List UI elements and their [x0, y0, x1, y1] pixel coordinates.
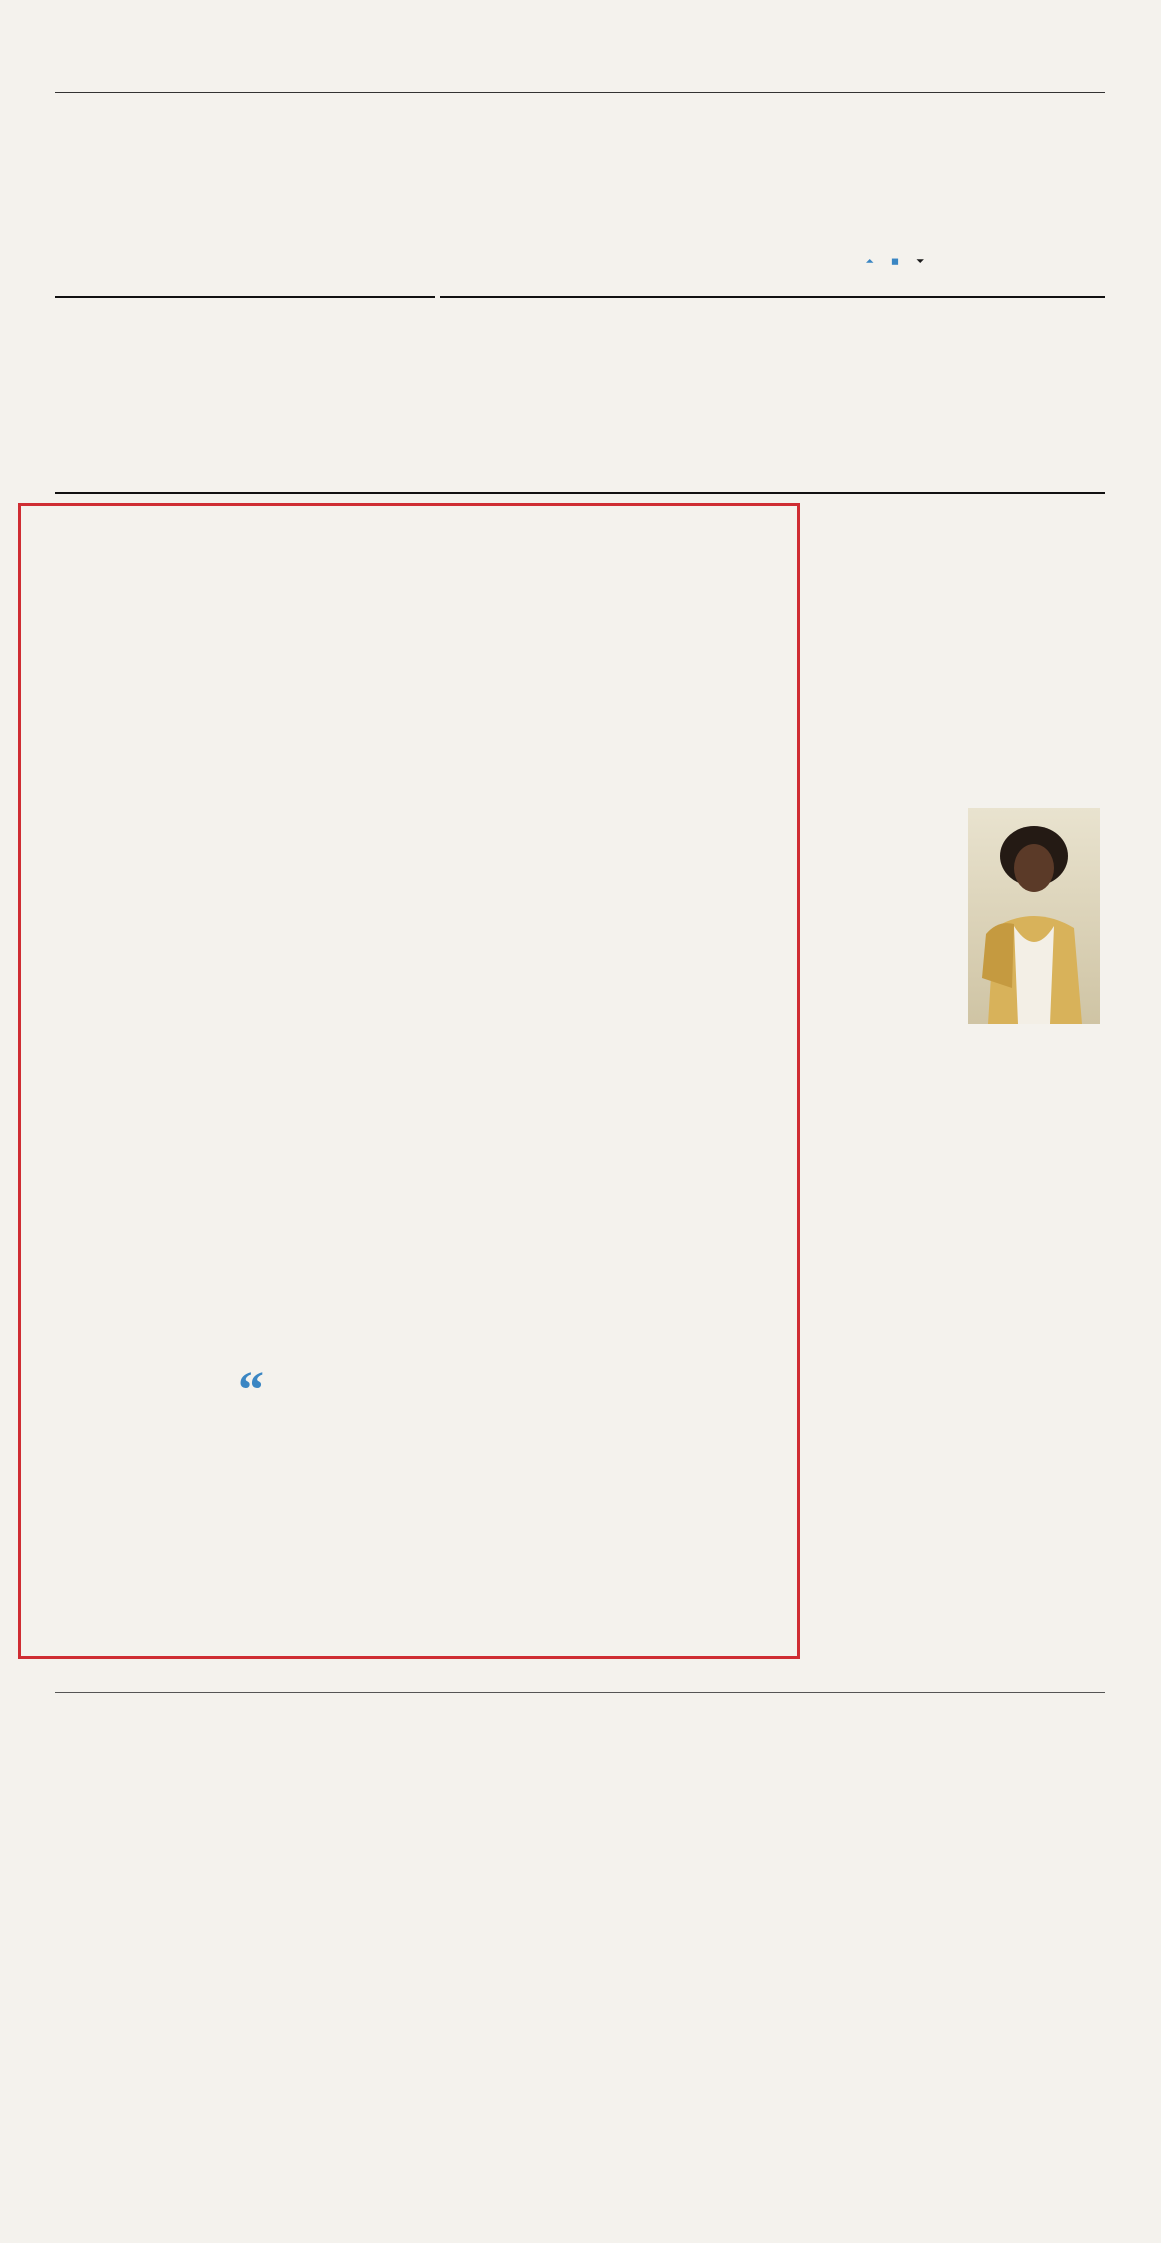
trend-legend [866, 256, 924, 267]
up-arrow-icon: ⏶ [866, 256, 874, 266]
down-arrow-icon: ⏷ [916, 256, 924, 266]
portrait-photo [968, 808, 1100, 1024]
pull-quote [238, 1362, 366, 1426]
article-column-3 [409, 934, 573, 940]
quote-mark-icon: “ [238, 1362, 264, 1419]
indicators-row [55, 310, 1105, 486]
legal-notices [55, 2045, 1105, 2223]
article-highlight-frame [18, 503, 800, 1659]
stable-square-icon: ◼ [891, 256, 899, 266]
person-silhouette-icon [968, 808, 1100, 1024]
